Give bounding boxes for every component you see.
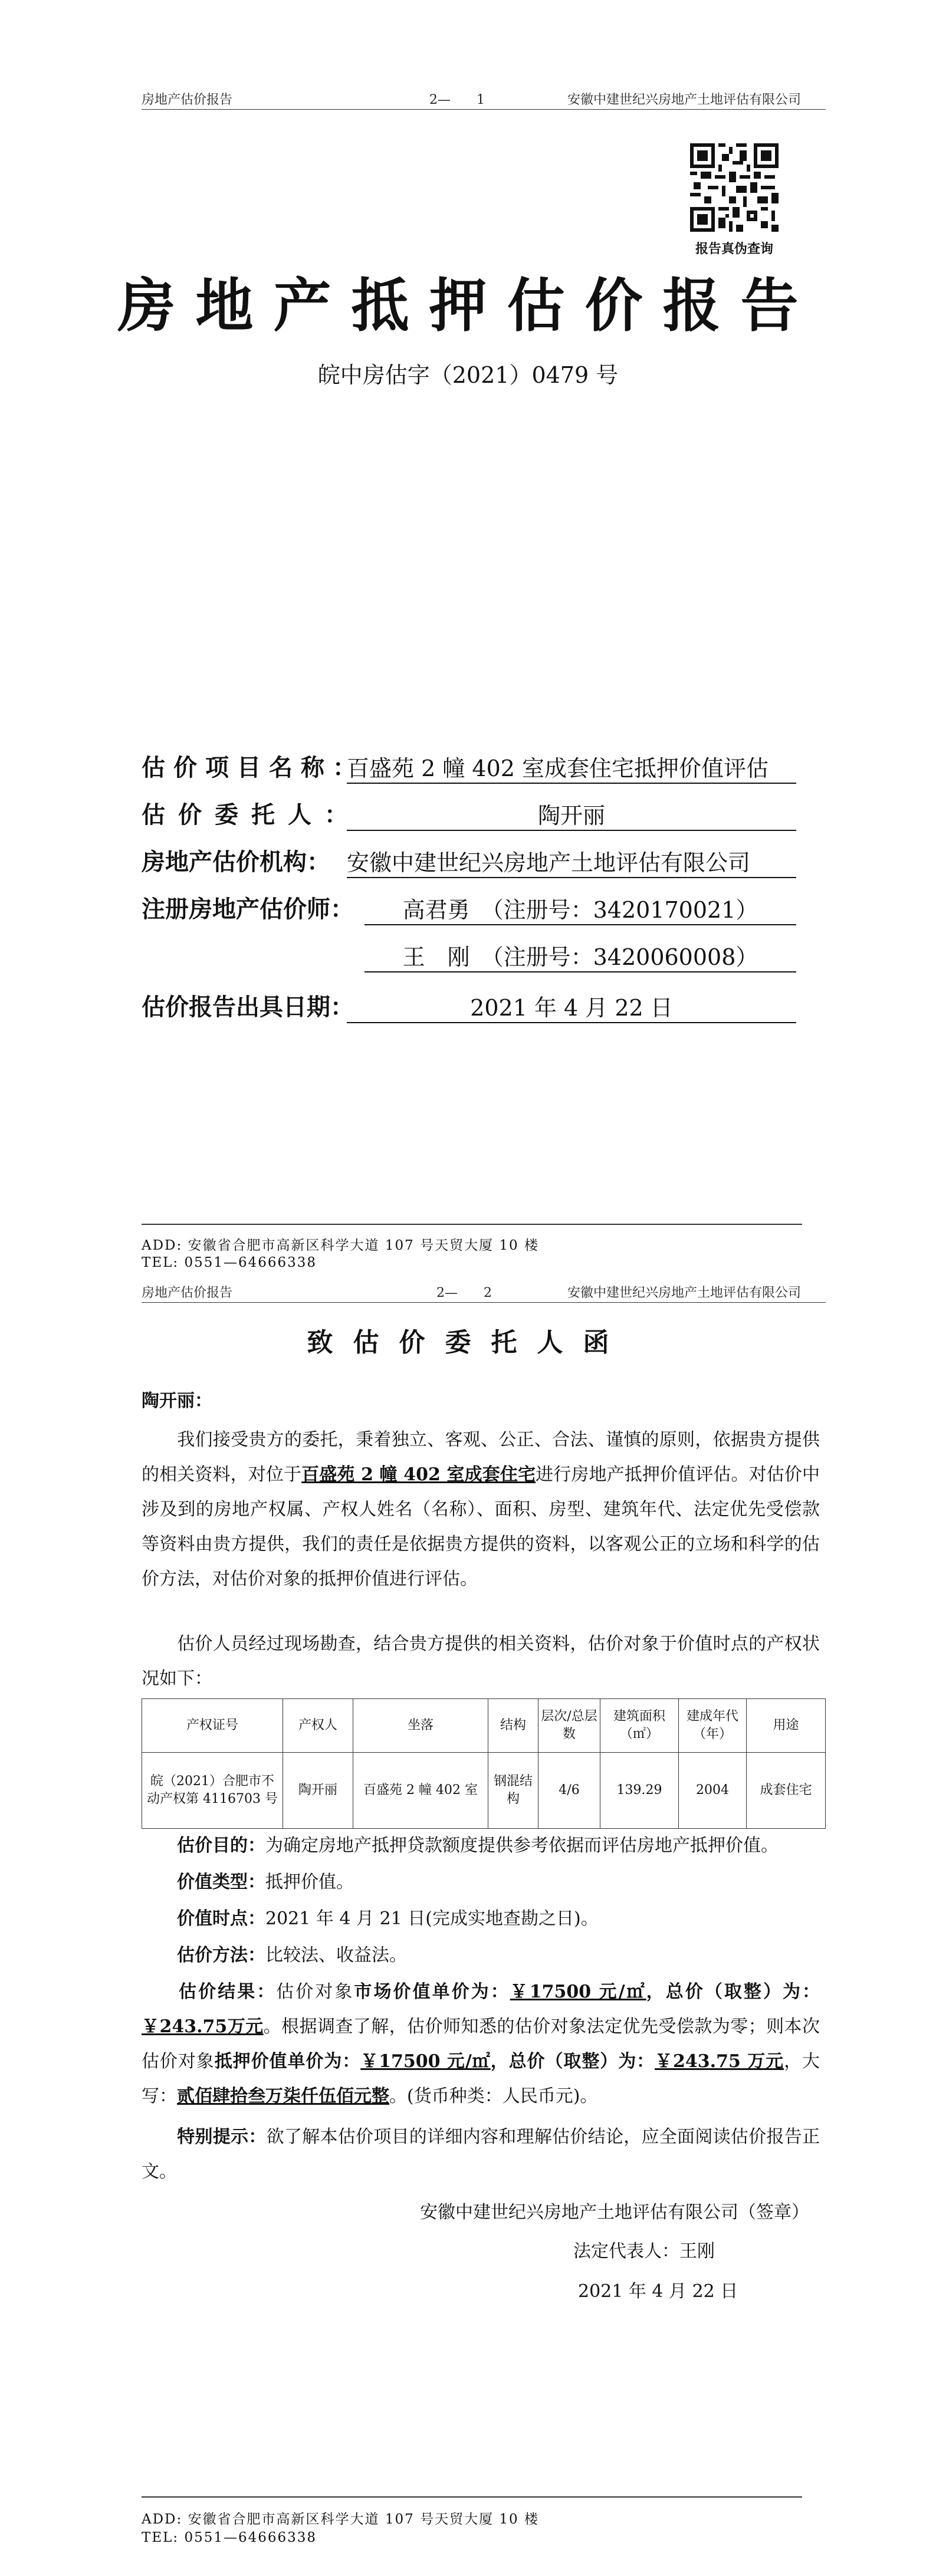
- page2-footer-tel: TEL: 0551—64666338: [142, 2530, 317, 2545]
- page1-header-page-number: 2— 1: [429, 93, 485, 107]
- legal-representative: 法定代表人：王刚: [573, 2241, 715, 2262]
- intro-paragraph: 我们接受贵方的委托，秉着独立、客观、公正、合法、谨慎的原则，依据贵方提供的相关资料，对位于百盛苑 2 幢 402 室成套住宅进行房地产抵押价值评估。对估价中涉及到的房地产权属、产权人姓名（名称）、面积、房型、建筑年代、法定优先受偿款等资料由贵方提供，我们的责任是依据贵方提供的资料，以客观公正的立场和科学的估价方法，对估价对象的抵押价值进行评估。: [142, 1430, 820, 1589]
- special-note: 特别提示：欲了解本估价项目的详细内容和理解估价结论，应全面阅读估价报告正文。: [142, 2127, 820, 2182]
- market-unit-price: ￥17500 元/㎡: [510, 1982, 646, 2002]
- page1-footer-rule: [142, 1224, 802, 1225]
- page2-header-page-number: 2— 2: [436, 1286, 492, 1300]
- page1-header-rule: [142, 109, 826, 110]
- page1-footer-address: ADD: 安徽省合肥市高新区科学大道 107 号天贸大厦 10 楼: [142, 1238, 539, 1253]
- table-header-cell: 产权证号: [142, 1699, 283, 1753]
- value-type-line: 价值类型：抵押价值。: [177, 1872, 354, 1892]
- page2-footer-address: ADD: 安徽省合肥市高新区科学大道 107 号天贸大厦 10 楼: [142, 2512, 539, 2527]
- purpose-line: 估价目的：为确定房地产抵押贷款额度提供参考依据而评估房地产抵押价值。: [177, 1835, 779, 1856]
- qr-code-icon[interactable]: [690, 143, 779, 232]
- qr-caption: 报告真伪查询: [695, 241, 773, 257]
- project-name-value: 百盛苑 2 幢 402 室成套住宅抵押价值评估: [347, 750, 796, 784]
- table-header-cell: 产权人: [283, 1699, 353, 1753]
- client-value: 陶开丽: [347, 797, 796, 831]
- letter-title: 致估价委托人函: [307, 1328, 629, 1358]
- method-line: 估价方法：比较法、收益法。: [177, 1945, 407, 1966]
- report-number: 皖中房估字（2021）0479 号: [317, 362, 619, 388]
- report-date-value: 2021 年 4 月 22 日: [347, 990, 796, 1023]
- page2-header-right: 安徽中建世纪兴房地产土地评估有限公司: [567, 1286, 802, 1300]
- table-cell: 陶开丽: [283, 1753, 353, 1829]
- table-header-row: [142, 1699, 826, 1753]
- property-rights-table: [142, 1698, 826, 1829]
- mortgage-total-price: ￥243.75 万元: [655, 2051, 784, 2072]
- table-header-cell: 建成年代（年）: [679, 1699, 747, 1753]
- table-cell: 2004: [679, 1753, 747, 1829]
- table-cell: 皖（2021）合肥市不动产权第 4116703 号: [142, 1753, 283, 1829]
- agency-label: 房地产估价机构：: [142, 848, 330, 876]
- page2-footer-rule: [142, 2496, 802, 2498]
- property-address: 百盛苑 2 幢 402 室成套住宅: [301, 1464, 536, 1485]
- report-title: 房地产抵押估价报告: [117, 272, 819, 340]
- client-label: 估价委托人：: [142, 801, 361, 829]
- project-name-label: 估价项目名称：: [142, 754, 364, 781]
- page2-header-left: 房地产估价报告: [142, 1286, 233, 1300]
- table-cell: 钢混结构: [488, 1753, 538, 1829]
- table-header-cell: 层次/总层数: [538, 1699, 600, 1753]
- mortgage-unit-price: ￥17500 元/㎡: [360, 2051, 491, 2072]
- appraiser-2: 王 刚 （注册号：3420060008）: [364, 939, 796, 972]
- result-paragraph: 估价结果：估价对象市场价值单价为：￥17500 元/㎡，总价（取整）为：￥243.75万元。根据调查了解，估价师知悉的估价对象法定优先受偿款为零；则本次估价对象抵押价值单价为：￥17500 元/㎡，总价（取整）为：￥243.75 万元，大写：贰佰肆拾叁万柒仟伍佰元整。(货币种类：人民币元)。: [142, 1982, 820, 2107]
- table-cell: 百盛苑 2 幢 402 室: [353, 1753, 488, 1829]
- status-paragraph: 估价人员经过现场勘查，结合贵方提供的相关资料，估价对象于价值时点的产权状况如下：: [142, 1634, 820, 1689]
- table-header-cell: 坐落: [353, 1699, 488, 1753]
- value-time-line: 价值时点：2021 年 4 月 21 日(完成实地查勘之日)。: [177, 1908, 599, 1929]
- agency-value: 安徽中建世纪兴房地产土地评估有限公司: [347, 845, 796, 878]
- signing-company: 安徽中建世纪兴房地产土地评估有限公司（签章）: [420, 2202, 809, 2223]
- appraiser-label: 注册房地产估价师：: [142, 895, 354, 923]
- salutation: 陶开丽：: [142, 1391, 212, 1411]
- page1-header-right: 安徽中建世纪兴房地产土地评估有限公司: [567, 93, 802, 107]
- page2-header-rule: [142, 1302, 826, 1303]
- table-header-cell: 建筑面积（㎡）: [600, 1699, 679, 1753]
- table-cell: 139.29: [600, 1753, 679, 1829]
- signing-date: 2021 年 4 月 22 日: [578, 2281, 738, 2302]
- appraiser-1: 高君勇 （注册号：3420170021）: [364, 892, 796, 925]
- table-header-cell: 结构: [488, 1699, 538, 1753]
- report-date-label: 估价报告出具日期：: [142, 993, 354, 1021]
- page1-header-left: 房地产估价报告: [142, 93, 233, 107]
- table-row: [142, 1753, 826, 1829]
- amount-in-words: 贰佰肆拾叁万柒仟伍佰元整: [177, 2086, 389, 2107]
- table-header-cell: 用途: [747, 1699, 826, 1753]
- table-cell: 成套住宅: [747, 1753, 826, 1829]
- page1-footer-tel: TEL: 0551—64666338: [142, 1255, 317, 1270]
- table-cell: 4/6: [538, 1753, 600, 1829]
